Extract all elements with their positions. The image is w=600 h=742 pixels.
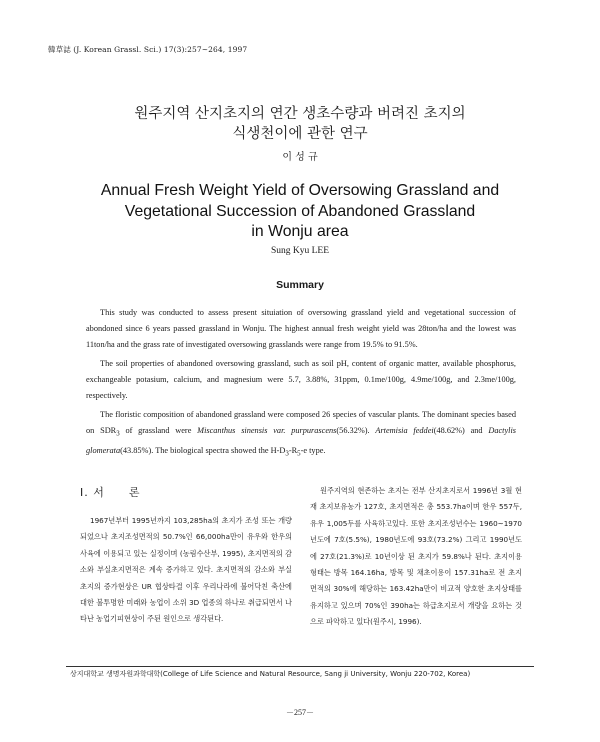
body-column-left bbox=[80, 513, 292, 628]
summary-paragraph-3 bbox=[86, 407, 516, 463]
summary-text: (43.85%). The biological spectra showed the H-D bbox=[120, 446, 286, 456]
journal-citation: 韓草誌 (J. Korean Grassl. Sci.) 17(3):257~264, 1997 bbox=[48, 45, 248, 54]
subscript: 3 bbox=[116, 430, 120, 438]
page-number: －257－ bbox=[286, 708, 314, 717]
species-name: Miscanthus sinensis var. purpurascens bbox=[197, 426, 337, 436]
summary-text: -e type. bbox=[300, 446, 326, 456]
korean-title bbox=[0, 104, 600, 144]
summary-heading: Summary bbox=[276, 279, 324, 291]
summary-text: of grassland were bbox=[119, 426, 198, 436]
summary-text: (56.32%). bbox=[336, 426, 376, 436]
english-title bbox=[0, 181, 600, 243]
summary-text: The floristic composition of abandoned grassland were composed 26 species of vascular plants. The dominant species based on SDR bbox=[86, 410, 516, 436]
english-title-line-3: in Wonju area bbox=[251, 223, 349, 240]
english-author: Sung Kyu LEE bbox=[270, 246, 330, 256]
footnote-divider bbox=[66, 666, 534, 667]
summary-text: (48.62%) and bbox=[433, 426, 489, 436]
summary-paragraph-2: The soil properties of abandoned oversowing grassland, such as soil pH, content of organic matter, available phosphorus, exchangeable potasium, calcium, and magnesium were 5.7, 3.88%, 31ppm, 0.1me/100g, 4.9me/100g, and 2.3me/100g, respectively. bbox=[86, 359, 516, 401]
english-title-line-1: Annual Fresh Weight Yield of Oversowing Grassland and bbox=[100, 182, 500, 199]
author-affiliation: 상지대학교 생명자원과학대학(College of Life Science and Natural Resource, Sang ji University, Wonju 220-702, Korea) bbox=[70, 670, 471, 678]
korean-title-line-2: 식생천이에 관한 연구 bbox=[232, 126, 368, 142]
species-name: Artemisia feddei bbox=[375, 426, 434, 436]
english-title-line-2: Vegetational Succession of Abandoned Grassland bbox=[124, 202, 476, 220]
body-column-right bbox=[310, 483, 522, 631]
species-name: Dactylis glomerata bbox=[86, 426, 516, 456]
summary-body bbox=[86, 305, 516, 465]
subscript: 5 bbox=[297, 450, 301, 458]
summary-text: -R bbox=[288, 446, 298, 456]
body-paragraph: 1967년부터 1995년까지 103,285ha의 초지가 조성 또는 개량되었으나 초지조성면적의 50.7%인 66,000ha만이 유우와 한우의 사육에 이용되고 있는 실정이며 (농림수산부, 1995), 초지면적의 감소와 부실초지면적은 계속 증가하고 있다. 초지면적의 감소와 부실초지의 증가현상은 UR 협상타결 이후 우리나라에 불어닥친 축산에 대한 불투명한 미래와 농업이 소위 3D 업종의 하나로 취급되면서 나타난 농업기피현상이 주된 원인으로 생각된다. bbox=[80, 516, 292, 624]
body-paragraph: 원주지역의 현존하는 초지는 전부 산지초지로서 1996년 3월 현재 초지보유농가 127호, 초지면적은 총 553.7ha이며 한우 557두, 유우 1,005두를 사육하고있다. 또한 초지조성년수는 1960~1970년도에 7호(5.5%), 1980년도에 93호(73.2%) 그리고 1990년도에 27호(21.3%)로 10년이상 된 초지가 59.8%나 된다. 초지이용형태는 방목 164.16ha, 방목 및 채초이용이 157.31ha로 전 초지면적의 30%에 해당하는 163.42ha만이 비교적 양호한 초지상태를 유지하고 있으며 70%인 390ha는 하급초지로서 개량을 요하는 것으로 파악하고 있다(원주시, 1996). bbox=[310, 486, 522, 627]
section-heading: Ⅰ. 서 론 bbox=[80, 486, 141, 499]
summary-paragraph-1: This study was conducted to assess present situiation of oversowing grassland yield and vegetational succession of abondoned since 6 years passed grassland in Wonju. The highest annual fresh weight yield was 28ton/ha and the lowest was 11ton/ha and the grass rate of investigated oversowing grasslands were range from 19.5% to 91.5%. bbox=[86, 308, 516, 350]
korean-author: 이 성 규 bbox=[282, 152, 318, 163]
subscript: 3 bbox=[285, 450, 289, 458]
korean-title-line-1: 원주지역 산지초지의 연간 생초수량과 버려진 초지의 bbox=[134, 106, 466, 122]
